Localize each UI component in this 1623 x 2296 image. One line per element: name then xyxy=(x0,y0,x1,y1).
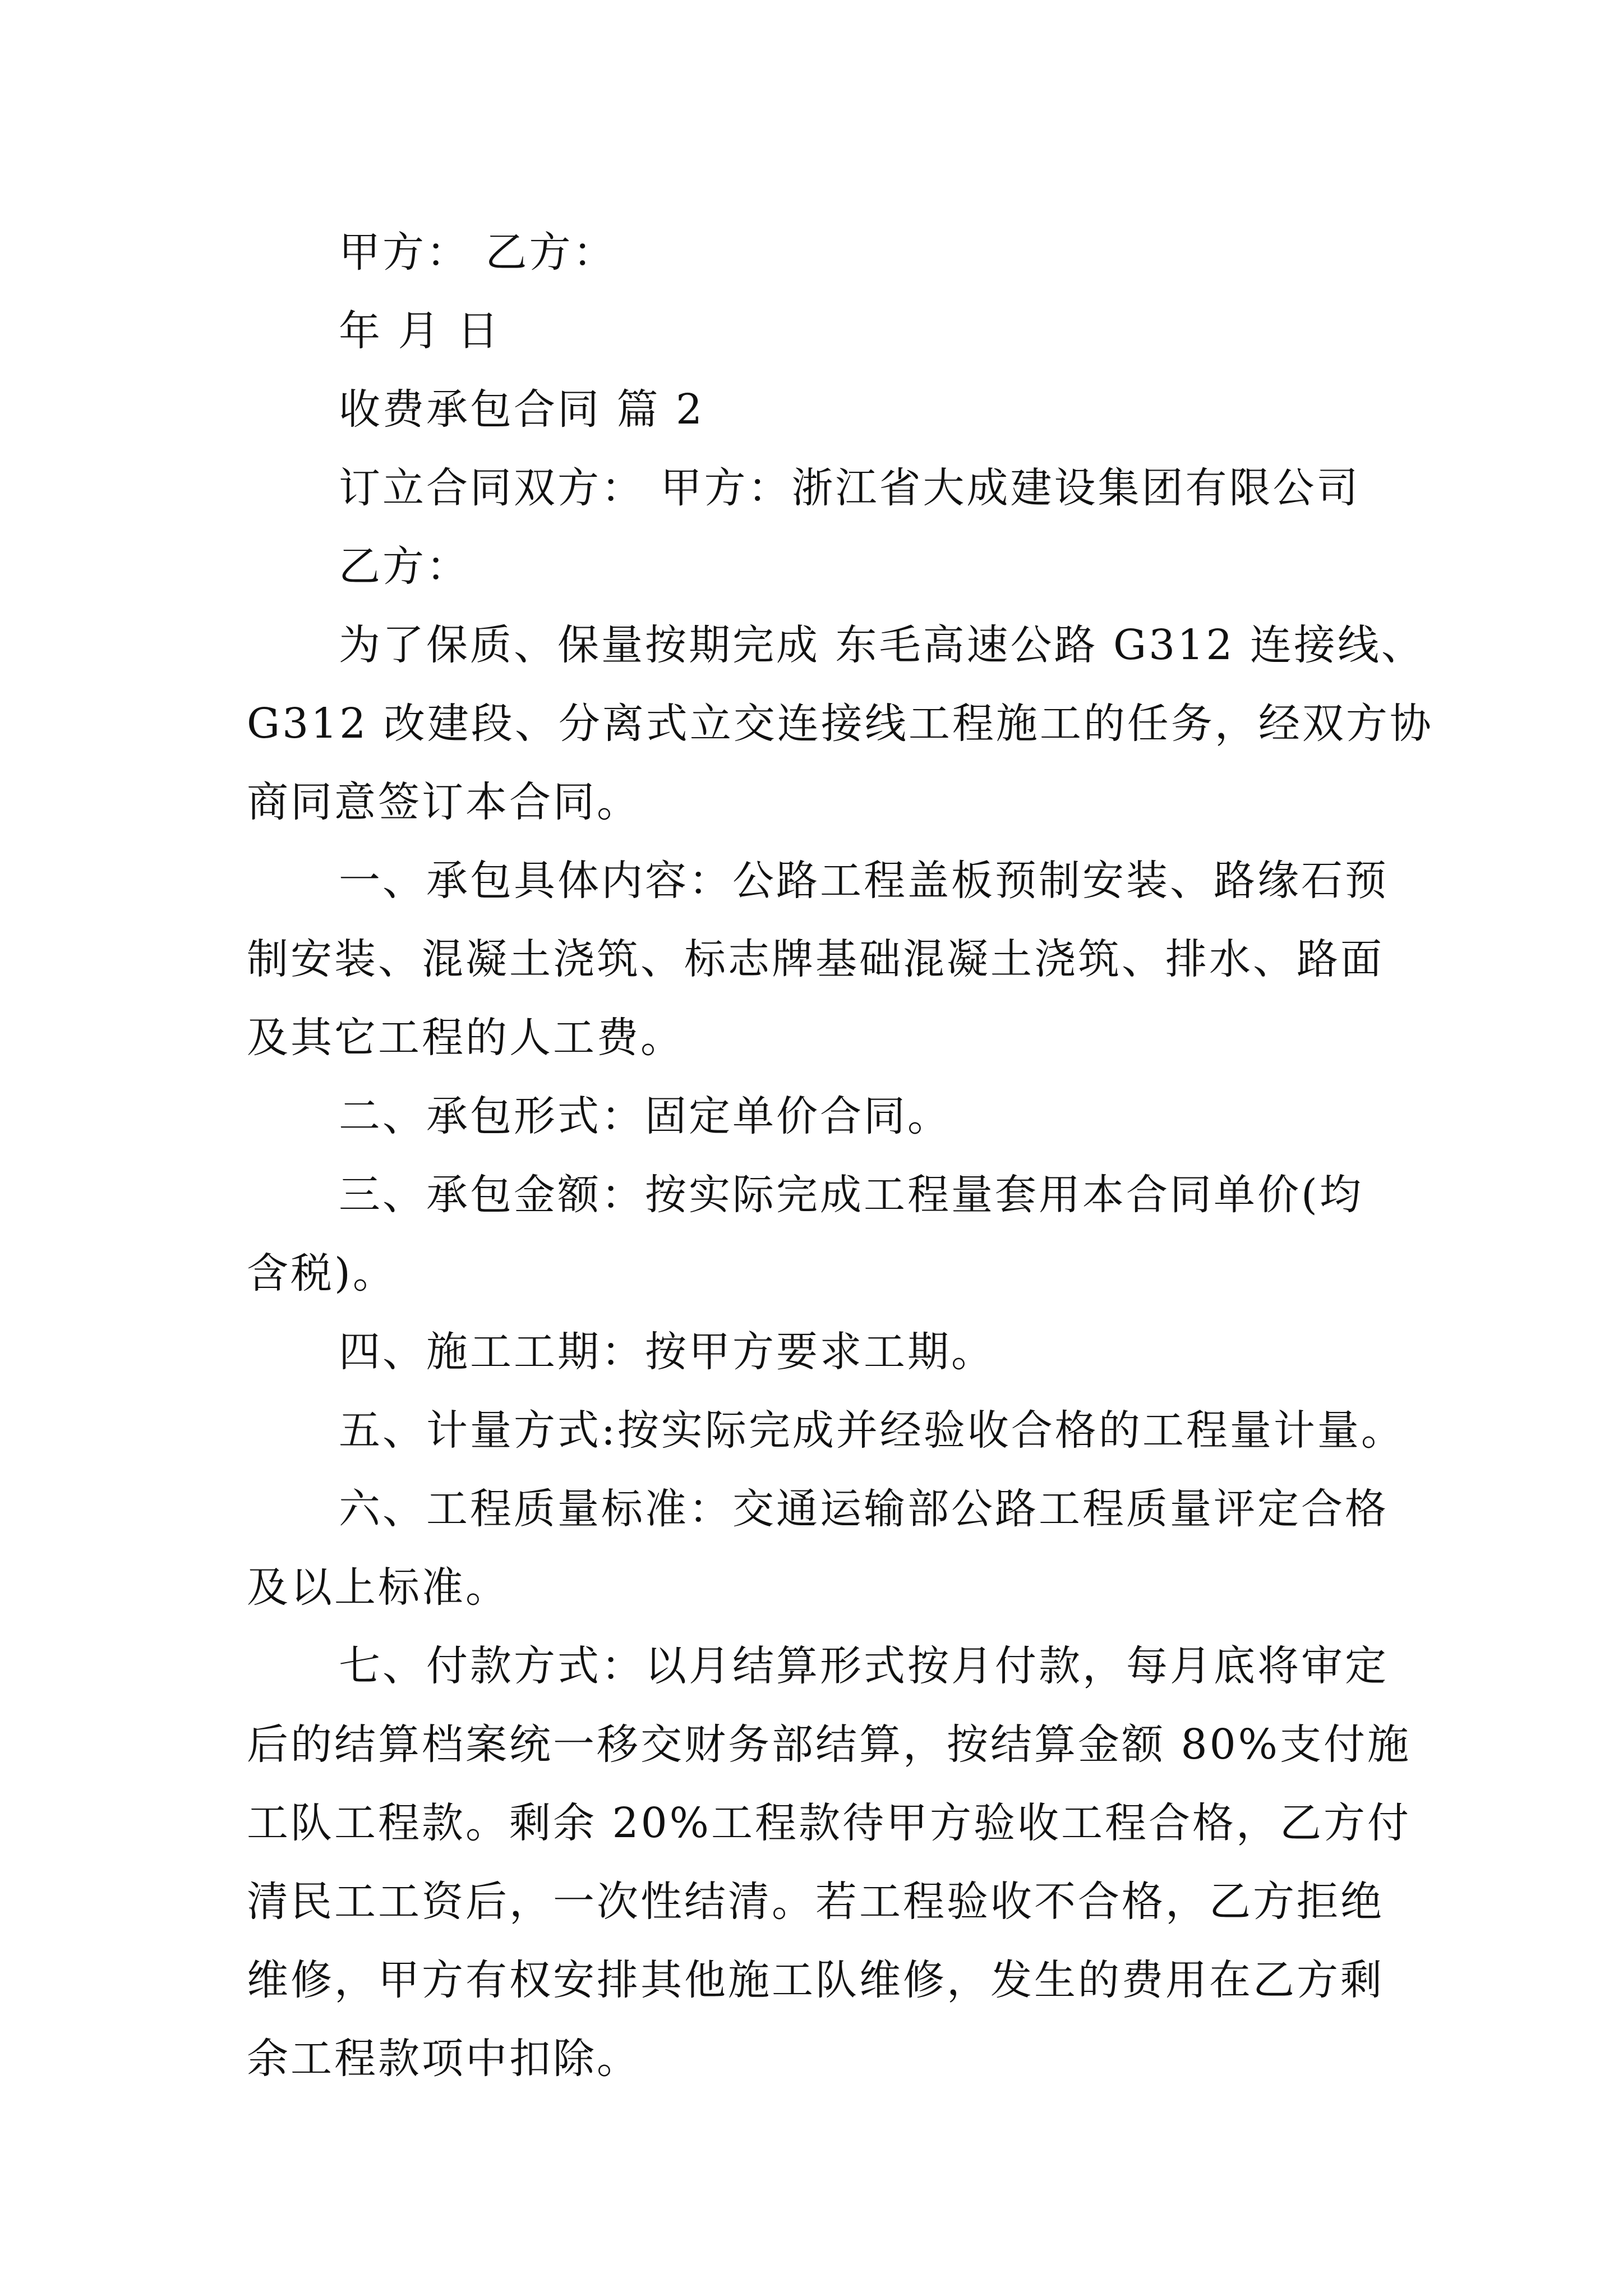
text-line: 商同意签订本合同。 xyxy=(247,778,640,826)
text-line: 五、计量方式:按实际完成并经验收合格的工程量计量。 xyxy=(339,1406,1405,1455)
signature-parties-line: 甲方： 乙方： xyxy=(339,228,617,277)
text-line: 工队工程款。剩余 20%工程款待甲方验收工程合格，乙方付 xyxy=(247,1799,1411,1847)
clause-4-period xyxy=(247,1313,1380,1391)
text-line: 维修，甲方有权安排其他施工队维修，发生的费用在乙方剩 xyxy=(247,1956,1384,2004)
clause-5-measurement xyxy=(247,1391,1405,1470)
clause-6-quality xyxy=(247,1470,1389,1627)
text-line: 为了保质、保量按期完成 东毛高速公路 G312 连接线、 xyxy=(339,621,1425,669)
text-line: 后的结算档案统一移交财务部结算，按结算金额 80%支付施 xyxy=(247,1720,1411,1769)
clause-2-form xyxy=(247,1077,1380,1156)
text-line: G312 改建段、分离式立交连接线工程施工的任务，经双方协 xyxy=(247,700,1433,748)
text-line: 一、承包具体内容：公路工程盖板预制安装、路缘石预 xyxy=(339,857,1389,905)
text-line: 四、施工工期：按甲方要求工期。 xyxy=(339,1328,995,1376)
party-b-line: 乙方： xyxy=(339,542,470,591)
text-line: 制安装、混凝土浇筑、标志牌基础混凝土浇筑、排水、路面 xyxy=(247,935,1384,983)
text-line: 及以上标准。 xyxy=(247,1563,509,1612)
clause-7-payment xyxy=(247,1627,1411,2098)
document-body xyxy=(247,213,1433,2098)
clause-3-amount xyxy=(247,1156,1380,1313)
text-line: 清民工工资后，一次性结清。若工程验收不合格，乙方拒绝 xyxy=(247,1878,1384,1926)
text-line: 二、承包形式：固定单价合同。 xyxy=(339,1092,951,1140)
clause-1-scope xyxy=(247,841,1389,1077)
text-line: 六、工程质量标准：交通运输部公路工程质量评定合格 xyxy=(339,1485,1389,1533)
text-line: 含税)。 xyxy=(247,1249,396,1297)
text-line: 余工程款项中扣除。 xyxy=(247,2035,640,2083)
text-line: 及其它工程的人工费。 xyxy=(247,1014,684,1062)
section-heading: 收费承包合同 篇 2 xyxy=(339,385,705,434)
contract-parties-line: 订立合同双方： 甲方：浙江省大成建设集团有限公司 xyxy=(339,464,1361,512)
text-line: 七、付款方式：以月结算形式按月付款，每月底将审定 xyxy=(339,1642,1389,1690)
intro-paragraph xyxy=(247,606,1433,841)
date-line: 年 月 日 xyxy=(339,307,501,355)
text-line: 三、承包金额：按实际完成工程量套用本合同单价(均 xyxy=(339,1171,1363,1219)
